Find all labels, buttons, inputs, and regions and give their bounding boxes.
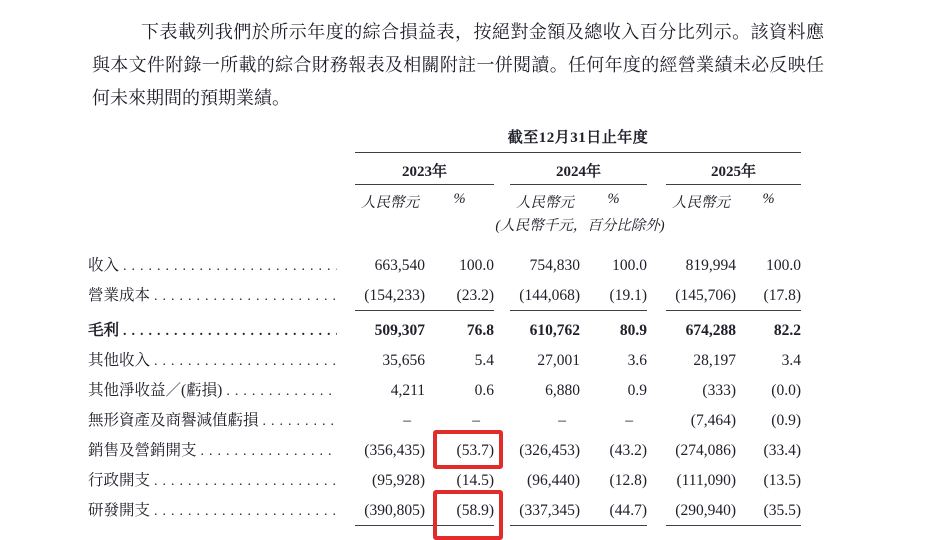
dot-leader [154, 496, 337, 526]
cell-value: (326,453) [519, 442, 580, 459]
highlight-box [433, 430, 503, 469]
row-label-text: 其他收入 [88, 352, 151, 369]
cell-value: 610,762 [529, 322, 580, 339]
cell-value: 100.0 [459, 257, 494, 274]
amount-label-2024: 人民幣元 [516, 195, 574, 211]
dot-leader [226, 376, 337, 406]
income-statement-table [88, 126, 928, 526]
cell-value: 76.8 [466, 322, 494, 339]
cell-value: – [625, 412, 633, 429]
table-row [88, 251, 928, 281]
row-label-text: 其他淨收益／(虧損) [88, 382, 223, 399]
cell-value: (35.5) [736, 496, 801, 526]
dot-leader [154, 281, 337, 311]
row-label [88, 316, 355, 346]
cell-value: (19.1) [580, 281, 647, 311]
period-header: 截至12月31日止年度 [355, 126, 801, 153]
percent-label-2025: % [762, 191, 775, 207]
cell-value: 100.0 [612, 257, 647, 274]
row-label-text: 毛利 [88, 322, 120, 339]
row-label [88, 251, 355, 281]
row-label [88, 281, 355, 311]
dot-leader [123, 316, 337, 346]
cell-value: 819,994 [685, 257, 736, 274]
row-label [88, 436, 355, 466]
cell-value: (23.2) [425, 281, 494, 311]
row-label-text: 研發開支 [88, 502, 151, 519]
cell-value: (154,233) [355, 281, 425, 311]
cell-value: (13.5) [763, 472, 801, 489]
cell-value: (33.4) [763, 442, 801, 459]
cell-value: (356,435) [364, 442, 425, 459]
cell-value: – [558, 412, 566, 429]
dot-leader [154, 346, 337, 376]
cell-value: (43.2) [609, 442, 647, 459]
cell-value: (144,068) [510, 281, 580, 311]
row-label [88, 496, 355, 526]
row-label-text: 營業成本 [88, 287, 151, 304]
cell-value: 674,288 [685, 322, 736, 339]
cell-value: – [472, 412, 480, 429]
table-row [88, 436, 928, 466]
table-row [88, 376, 928, 406]
unit-note: (人民幣千元，百分比除外) [495, 218, 665, 234]
cell-value: (14.5) [456, 472, 494, 489]
dot-leader [201, 436, 337, 466]
cell-value: (333) [702, 382, 736, 399]
cell-value: (95,928) [372, 472, 425, 489]
cell-value: (44.7) [580, 496, 647, 526]
intro-paragraph: 下表載列我們於所示年度的綜合損益表，按絕對金額及總收入百分比列示。該資料應與本文件附錄一所載的綜合財務報表及相關附註一併閱讀。任何年度的經營業績未必反映任何未來期間的預期業績。 [92, 22, 824, 108]
cell-value: (7,464) [690, 412, 736, 429]
cell-value: (274,086) [675, 442, 736, 459]
cell-value: 27,001 [537, 352, 580, 369]
row-label-text: 銷售及營銷開支 [88, 442, 197, 459]
row-label [88, 466, 355, 496]
percent-label-2023: % [453, 191, 466, 207]
row-label [88, 346, 355, 376]
cell-value: (53.7) [425, 436, 494, 466]
table-period-row [88, 126, 928, 153]
cell-value: (58.9) [425, 496, 494, 526]
row-label [88, 406, 355, 436]
cell-value: (96,440) [527, 472, 580, 489]
table-row [88, 281, 928, 311]
table-row [88, 346, 928, 376]
year-header-2025: 2025年 [666, 153, 801, 185]
table-year-row [88, 153, 928, 185]
document-page [0, 16, 928, 526]
year-header-2024: 2024年 [510, 153, 647, 185]
cell-value: 6,880 [545, 382, 580, 399]
percent-label-2024: % [607, 191, 620, 207]
cell-value: (12.8) [609, 472, 647, 489]
row-label [88, 376, 355, 406]
cell-value: 82.2 [773, 322, 801, 339]
cell-value: (290,940) [666, 496, 736, 526]
table-row [88, 496, 928, 526]
cell-value: 509,307 [374, 322, 425, 339]
row-label-text: 收入 [88, 257, 120, 274]
cell-value: 35,656 [382, 352, 425, 369]
table-unit-note-row [88, 212, 928, 235]
dot-leader [263, 406, 337, 436]
cell-value: 100.0 [766, 257, 801, 274]
table-subheader-row [88, 185, 928, 212]
highlight-box [433, 490, 503, 540]
cell-value: (17.8) [736, 281, 801, 311]
table-row [88, 406, 928, 436]
cell-value: 663,540 [374, 257, 425, 274]
cell-value: 4,211 [390, 382, 425, 399]
cell-value: (0.0) [771, 382, 801, 399]
amount-label-2023: 人民幣元 [361, 195, 419, 211]
cell-value: 28,197 [693, 352, 736, 369]
cell-value: 754,830 [529, 257, 580, 274]
cell-value: (390,805) [355, 496, 425, 526]
table-body [88, 251, 928, 526]
cell-value: (0.9) [771, 412, 801, 429]
cell-value: 80.9 [619, 322, 647, 339]
cell-value: 3.4 [781, 352, 801, 369]
cell-value: (337,345) [510, 496, 580, 526]
row-label-text: 無形資產及商譽減值虧損 [88, 412, 259, 429]
year-header-2023: 2023年 [355, 153, 494, 185]
cell-value: 3.6 [627, 352, 647, 369]
cell-value: (145,706) [666, 281, 736, 311]
cell-value: (111,090) [676, 472, 736, 489]
dot-leader [123, 251, 337, 281]
table-row [88, 316, 928, 346]
cell-value: 0.9 [627, 382, 647, 399]
table-row [88, 466, 928, 496]
amount-label-2025: 人民幣元 [672, 195, 730, 211]
cell-value: – [403, 412, 411, 429]
cell-value: 0.6 [474, 382, 494, 399]
cell-value: 5.4 [474, 352, 494, 369]
row-label-text: 行政開支 [88, 472, 151, 489]
dot-leader [154, 466, 337, 496]
